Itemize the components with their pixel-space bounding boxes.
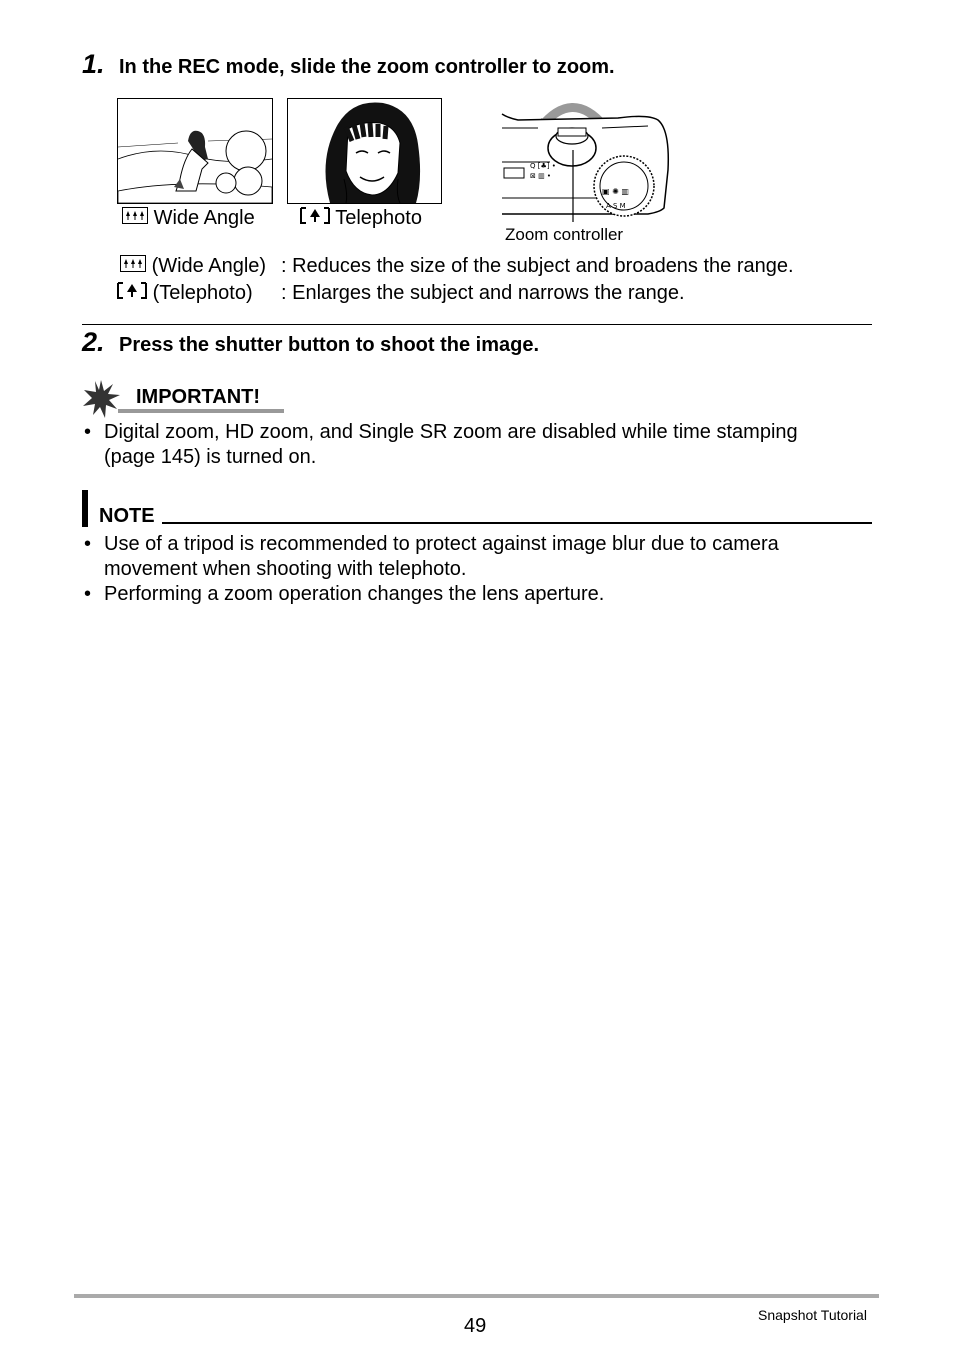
important-list bbox=[82, 420, 852, 470]
note-bar bbox=[82, 490, 88, 527]
note-rule bbox=[162, 522, 872, 524]
list-item: • Digital zoom, HD zoom, and Single SR zoom are disabled while time stamping (page 145) is turned on. bbox=[82, 420, 852, 470]
note-heading: NOTE bbox=[99, 505, 155, 527]
step-2-number: 2. bbox=[82, 327, 105, 357]
wide-angle-label: Wide Angle bbox=[153, 207, 255, 229]
list-item: • Performing a zoom operation changes the lens aperture. bbox=[82, 582, 852, 607]
telephoto-icon bbox=[117, 281, 147, 306]
wide-angle-caption bbox=[122, 206, 255, 231]
telephoto-icon bbox=[300, 206, 330, 231]
definition-tele bbox=[117, 281, 253, 306]
telephoto-label: Telephoto bbox=[335, 207, 422, 229]
step-2-text: Press the shutter button to shoot the image. bbox=[119, 334, 540, 356]
telephoto-illustration bbox=[288, 99, 441, 203]
important-heading: IMPORTANT! bbox=[136, 386, 261, 408]
list-item: • Use of a tripod is recommended to protect against image blur due to camera movement when shooting with telephoto. bbox=[82, 532, 852, 582]
svg-text:Q [♣] •: Q [♣] • bbox=[530, 162, 556, 170]
note-list bbox=[82, 532, 852, 607]
telephoto-photo bbox=[287, 98, 442, 204]
wide-angle-illustration bbox=[118, 99, 272, 203]
camera-illustration bbox=[498, 90, 678, 222]
wide-angle-icon bbox=[122, 206, 148, 231]
important-icon bbox=[82, 380, 120, 423]
definition-term: (Wide Angle) bbox=[151, 255, 267, 277]
section-name: Snapshot Tutorial bbox=[758, 1307, 867, 1323]
footer-rule bbox=[74, 1294, 879, 1298]
section-divider bbox=[82, 324, 872, 325]
svg-text:▣ ✺ ▥: ▣ ✺ ▥ bbox=[602, 187, 629, 196]
zoom-controller-label: Zoom controller bbox=[505, 225, 624, 244]
svg-text:A S M: A S M bbox=[606, 202, 626, 210]
definition-desc: : Reduces the size of the subject and broadens the range. bbox=[281, 255, 794, 277]
definition-desc: : Enlarges the subject and narrows the range. bbox=[281, 282, 685, 304]
wide-angle-icon bbox=[120, 254, 146, 279]
definition-term: (Telephoto) bbox=[152, 282, 253, 304]
page-number: 49 bbox=[464, 1315, 487, 1337]
important-underline bbox=[118, 409, 284, 413]
wide-angle-photo bbox=[117, 98, 273, 204]
step-1-text: In the REC mode, slide the zoom controller to zoom. bbox=[119, 56, 615, 78]
svg-text:⊠ ▥ •: ⊠ ▥ • bbox=[530, 172, 552, 180]
telephoto-caption bbox=[300, 206, 422, 231]
step-1-number: 1. bbox=[82, 49, 105, 79]
definition-wide bbox=[120, 254, 266, 279]
